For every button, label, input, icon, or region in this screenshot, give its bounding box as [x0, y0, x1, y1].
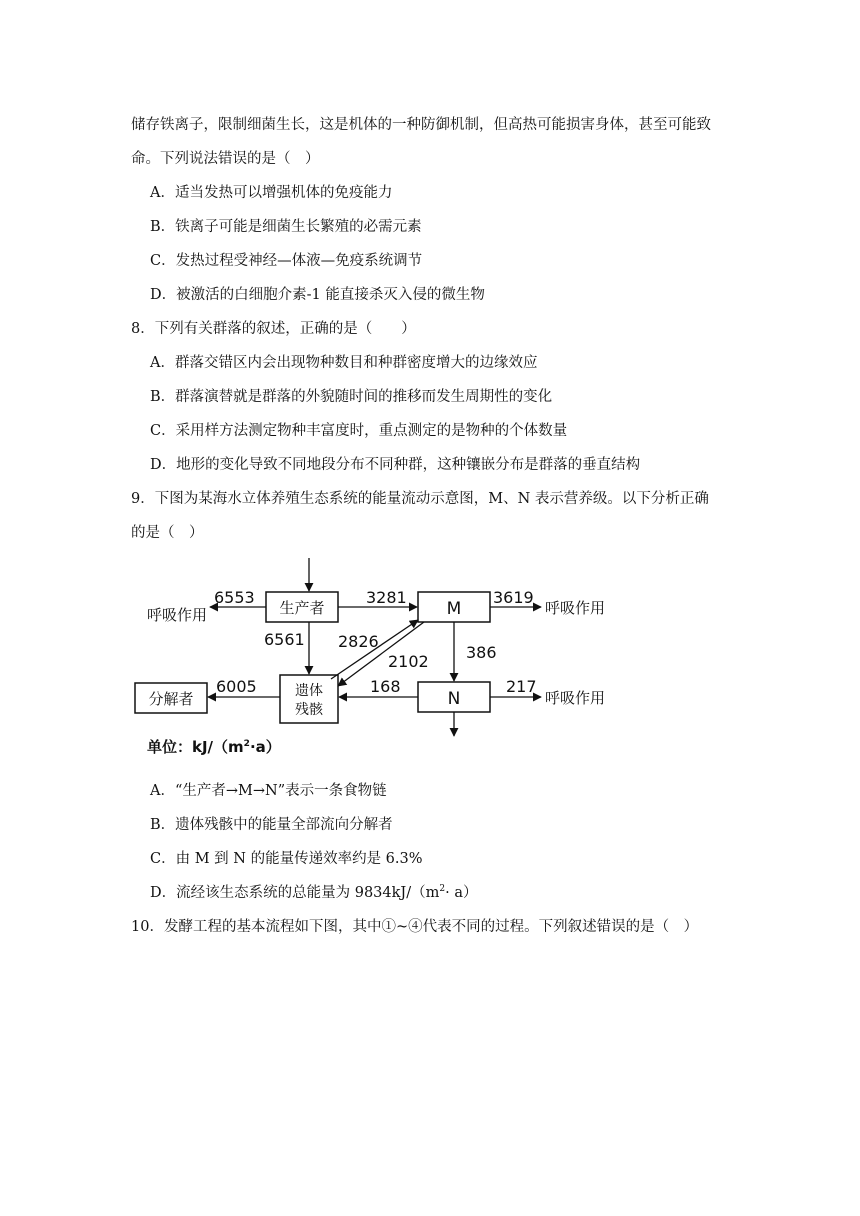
q9-stem-line1: 9．下图为某海水立体养殖生态系统的能量流动示意图，M、N 表示营养级。以下分析正确 [131, 491, 709, 507]
remains-label-1: 遗体 [295, 683, 323, 699]
value-remains-to-decomposer: 6005 [216, 677, 257, 696]
q9-option-c: C．由 M 到 N 的能量传递效率约是 6.3% [150, 851, 423, 867]
q7-stem-line2: 命。下列说法错误的是（ ） [131, 151, 320, 167]
respiration-n-label: 呼吸作用 [545, 689, 606, 707]
q7-option-c: C．发热过程受神经—体液—免疫系统调节 [150, 253, 423, 269]
q8-option-d: D．地形的变化导致不同地段分布不同种群，这种镶嵌分布是群落的垂直结构 [150, 457, 641, 473]
remains-label-2: 残骸 [295, 702, 323, 718]
value-remains-to-m: 2826 [338, 632, 379, 651]
producer-label: 生产者 [279, 599, 325, 617]
q9-option-d: D．流经该生态系统的总能量为 $9834kJ/(m^2\cdot a)$ [150, 884, 478, 901]
value-n-to-remains: 168 [370, 677, 401, 696]
q7-option-a: A．适当发热可以增强机体的免疫能力 [150, 185, 393, 201]
q9-option-b: B．遗体残骸中的能量全部流向分解者 [150, 817, 393, 833]
q9-option-a: A．“生产者→M→N”表示一条食物链 [150, 783, 387, 799]
q10-stem: 10．发酵工程的基本流程如下图，其中①~④代表不同的过程。下列叙述错误的是（ ） [131, 919, 699, 935]
q7-option-b: B．铁离子可能是细菌生长繁殖的必需元素 [150, 219, 422, 235]
value-m-to-n: 386 [466, 643, 497, 662]
respiration-m-label: 呼吸作用 [545, 599, 606, 617]
q8-stem: 8．下列有关群落的叙述，正确的是（ ） [131, 321, 416, 337]
respiration-left-label: 呼吸作用 [147, 606, 208, 624]
value-m-to-remains: 2102 [388, 652, 429, 671]
n-label: N [447, 689, 461, 709]
q7-stem-line1: 储存铁离子，限制细菌生长，这是机体的一种防御机制，但高热可能损害身体，甚至可能致 [131, 117, 711, 133]
value-producer-to-remains: 6561 [264, 630, 305, 649]
m-label: M [446, 599, 462, 619]
q8-option-c: C．采用样方法测定物种丰富度时，重点测定的是物种的个体数量 [150, 423, 568, 439]
value-producer-to-m: 3281 [366, 588, 407, 607]
value-producer-resp: 6553 [214, 588, 255, 607]
q7-option-d: D．被激活的白细胞介素-1 能直接杀灭入侵的微生物 [150, 287, 485, 303]
diagram-unit: 单位：$kJ/(m^2\cdot a)$ [147, 738, 281, 756]
q9-stem-line2: 的是（ ） [131, 525, 204, 541]
value-n-resp: 217 [506, 677, 537, 696]
q8-option-a: A．群落交错区内会出现物种数目和种群密度增大的边缘效应 [150, 355, 538, 371]
q8-option-b: B．群落演替就是群落的外貌随时间的推移而发生周期性的变化 [150, 389, 553, 405]
decomposer-label: 分解者 [148, 690, 194, 708]
value-m-resp: 3619 [493, 588, 534, 607]
